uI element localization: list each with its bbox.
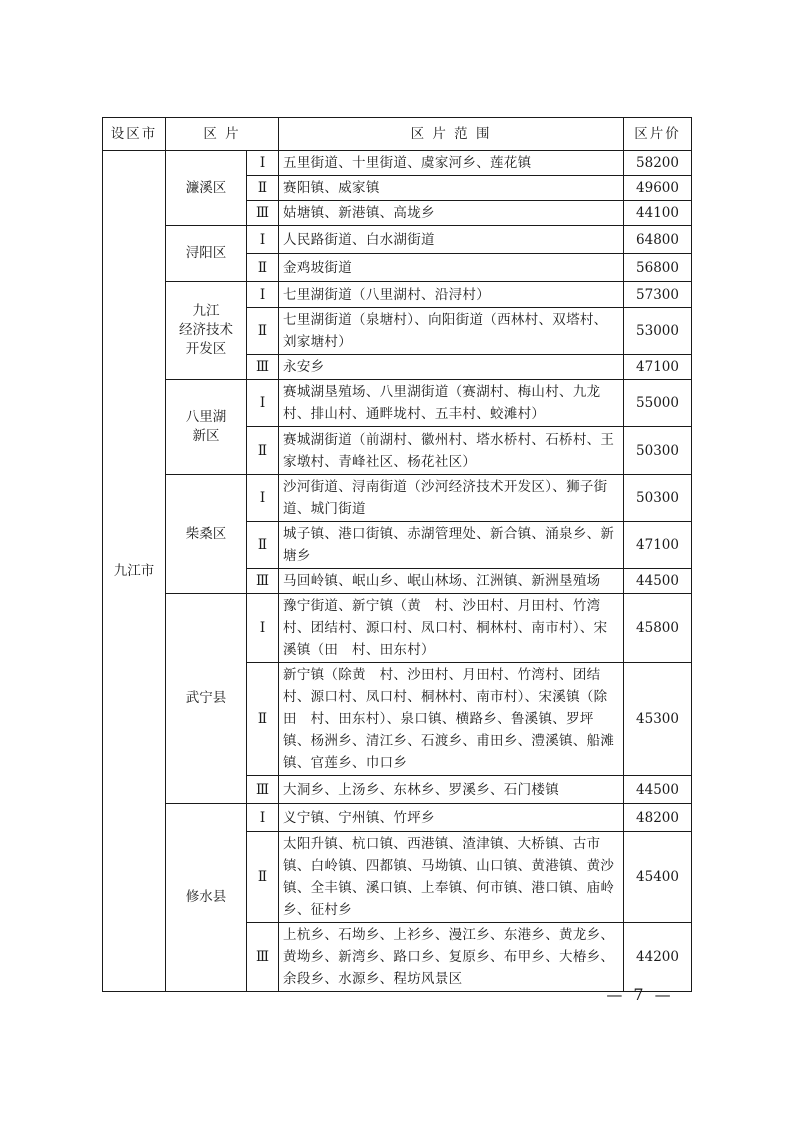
grade-cell: Ⅲ	[247, 201, 279, 226]
grade-cell: Ⅰ	[247, 226, 279, 254]
district-cell: 柴桑区	[166, 475, 247, 594]
table-row	[103, 594, 692, 663]
table-body	[103, 151, 692, 992]
grade-cell: Ⅰ	[247, 804, 279, 832]
scope-cell: 豫宁街道、新宁镇（黄 村、沙田村、月田村、竹湾村、团结村、源口村、凤口村、桐林村、南市村）、宋溪镇（田 村、田东村）	[279, 594, 624, 663]
header-row	[103, 118, 692, 151]
price-cell: 44100	[624, 201, 692, 226]
scope-cell: 姑塘镇、新港镇、高垅乡	[279, 201, 624, 226]
grade-cell: Ⅰ	[247, 475, 279, 522]
grade-cell: Ⅱ	[247, 176, 279, 201]
price-cell: 44500	[624, 569, 692, 594]
scope-cell: 赛阳镇、威家镇	[279, 176, 624, 201]
grade-cell: Ⅰ	[247, 151, 279, 176]
scope-cell: 金鸡坡街道	[279, 254, 624, 282]
table-row	[103, 151, 692, 176]
price-cell: 44200	[624, 923, 692, 992]
price-cell: 48200	[624, 804, 692, 832]
header-city: 设区市	[103, 118, 166, 151]
scope-cell: 义宁镇、宁州镇、竹坪乡	[279, 804, 624, 832]
grade-cell: Ⅱ	[247, 522, 279, 569]
page-number: — 7 —	[606, 985, 674, 1004]
grade-cell: Ⅱ	[247, 427, 279, 475]
price-cell: 58200	[624, 151, 692, 176]
grade-cell: Ⅰ	[247, 594, 279, 663]
table-row	[103, 475, 692, 522]
price-cell: 44500	[624, 776, 692, 804]
price-cell: 50300	[624, 427, 692, 475]
scope-cell: 人民路街道、白水湖街道	[279, 226, 624, 254]
price-cell: 56800	[624, 254, 692, 282]
district-cell: 修水县	[166, 804, 247, 992]
grade-cell: Ⅲ	[247, 355, 279, 380]
price-cell: 49600	[624, 176, 692, 201]
grade-cell: Ⅰ	[247, 282, 279, 308]
district-cell: 八里湖 新区	[166, 380, 247, 475]
scope-cell: 五里街道、十里街道、虞家河乡、莲花镇	[279, 151, 624, 176]
scope-cell: 大洞乡、上汤乡、东林乡、罗溪乡、石门楼镇	[279, 776, 624, 804]
header-price: 区片价	[624, 118, 692, 151]
city-cell: 九江市	[103, 151, 166, 992]
grade-cell: Ⅱ	[247, 254, 279, 282]
grade-cell: Ⅱ	[247, 832, 279, 923]
table-row	[103, 282, 692, 308]
grade-cell: Ⅱ	[247, 308, 279, 355]
scope-cell: 新宁镇（除黄 村、沙田村、月田村、竹湾村、团结村、源口村、凤口村、桐林村、南市村）、宋溪镇（除田 村、田东村）、泉口镇、横路乡、鲁溪镇、罗坪镇、杨洲乡、清江乡、石渡乡、甫田乡、澧溪镇、船滩镇、官莲乡、巾口乡	[279, 663, 624, 776]
district-cell: 浔阳区	[166, 226, 247, 282]
grade-cell: Ⅰ	[247, 380, 279, 427]
price-cell: 57300	[624, 282, 692, 308]
scope-cell: 赛城湖垦殖场、八里湖街道（赛湖村、梅山村、九龙村、排山村、通畔垅村、五丰村、蛟滩村）	[279, 380, 624, 427]
grade-cell: Ⅱ	[247, 663, 279, 776]
price-cell: 64800	[624, 226, 692, 254]
scope-cell: 七里湖街道（泉塘村）、向阳街道（西林村、双塔村、刘家塘村）	[279, 308, 624, 355]
scope-cell: 太阳升镇、杭口镇、西港镇、渣津镇、大桥镇、古市镇、白岭镇、四都镇、马坳镇、山口镇、黄港镇、黄沙镇、全丰镇、溪口镇、上奉镇、何市镇、港口镇、庙岭乡、征村乡	[279, 832, 624, 923]
price-cell: 53000	[624, 308, 692, 355]
table-row	[103, 804, 692, 832]
price-cell: 47100	[624, 522, 692, 569]
price-cell: 45300	[624, 663, 692, 776]
district-cell: 九江 经济技术 开发区	[166, 282, 247, 380]
district-cell: 濂溪区	[166, 151, 247, 226]
price-cell: 55000	[624, 380, 692, 427]
price-cell: 47100	[624, 355, 692, 380]
scope-cell: 城子镇、港口街镇、赤湖管理处、新合镇、涌泉乡、新塘乡	[279, 522, 624, 569]
grade-cell: Ⅲ	[247, 569, 279, 594]
land-price-table	[102, 117, 692, 992]
price-cell: 45800	[624, 594, 692, 663]
header-scope: 区 片 范 围	[279, 118, 624, 151]
grade-cell: Ⅲ	[247, 776, 279, 804]
scope-cell: 永安乡	[279, 355, 624, 380]
scope-cell: 七里湖街道（八里湖村、沿浔村）	[279, 282, 624, 308]
scope-cell: 沙河街道、浔南街道（沙河经济技术开发区）、狮子街道、城门街道	[279, 475, 624, 522]
table-row	[103, 380, 692, 427]
scope-cell: 马回岭镇、岷山乡、岷山林场、江洲镇、新洲垦殖场	[279, 569, 624, 594]
price-cell: 45400	[624, 832, 692, 923]
header-district: 区 片	[166, 118, 279, 151]
table-row	[103, 226, 692, 254]
grade-cell: Ⅲ	[247, 923, 279, 992]
scope-cell: 上杭乡、石坳乡、上衫乡、漫江乡、东港乡、黄龙乡、黄坳乡、新湾乡、路口乡、复原乡、布甲乡、大椿乡、余段乡、水源乡、程坊风景区	[279, 923, 624, 992]
price-cell: 50300	[624, 475, 692, 522]
scope-cell: 赛城湖街道（前湖村、徽州村、塔水桥村、石桥村、王家墩村、青峰社区、杨花社区）	[279, 427, 624, 475]
district-cell: 武宁县	[166, 594, 247, 804]
